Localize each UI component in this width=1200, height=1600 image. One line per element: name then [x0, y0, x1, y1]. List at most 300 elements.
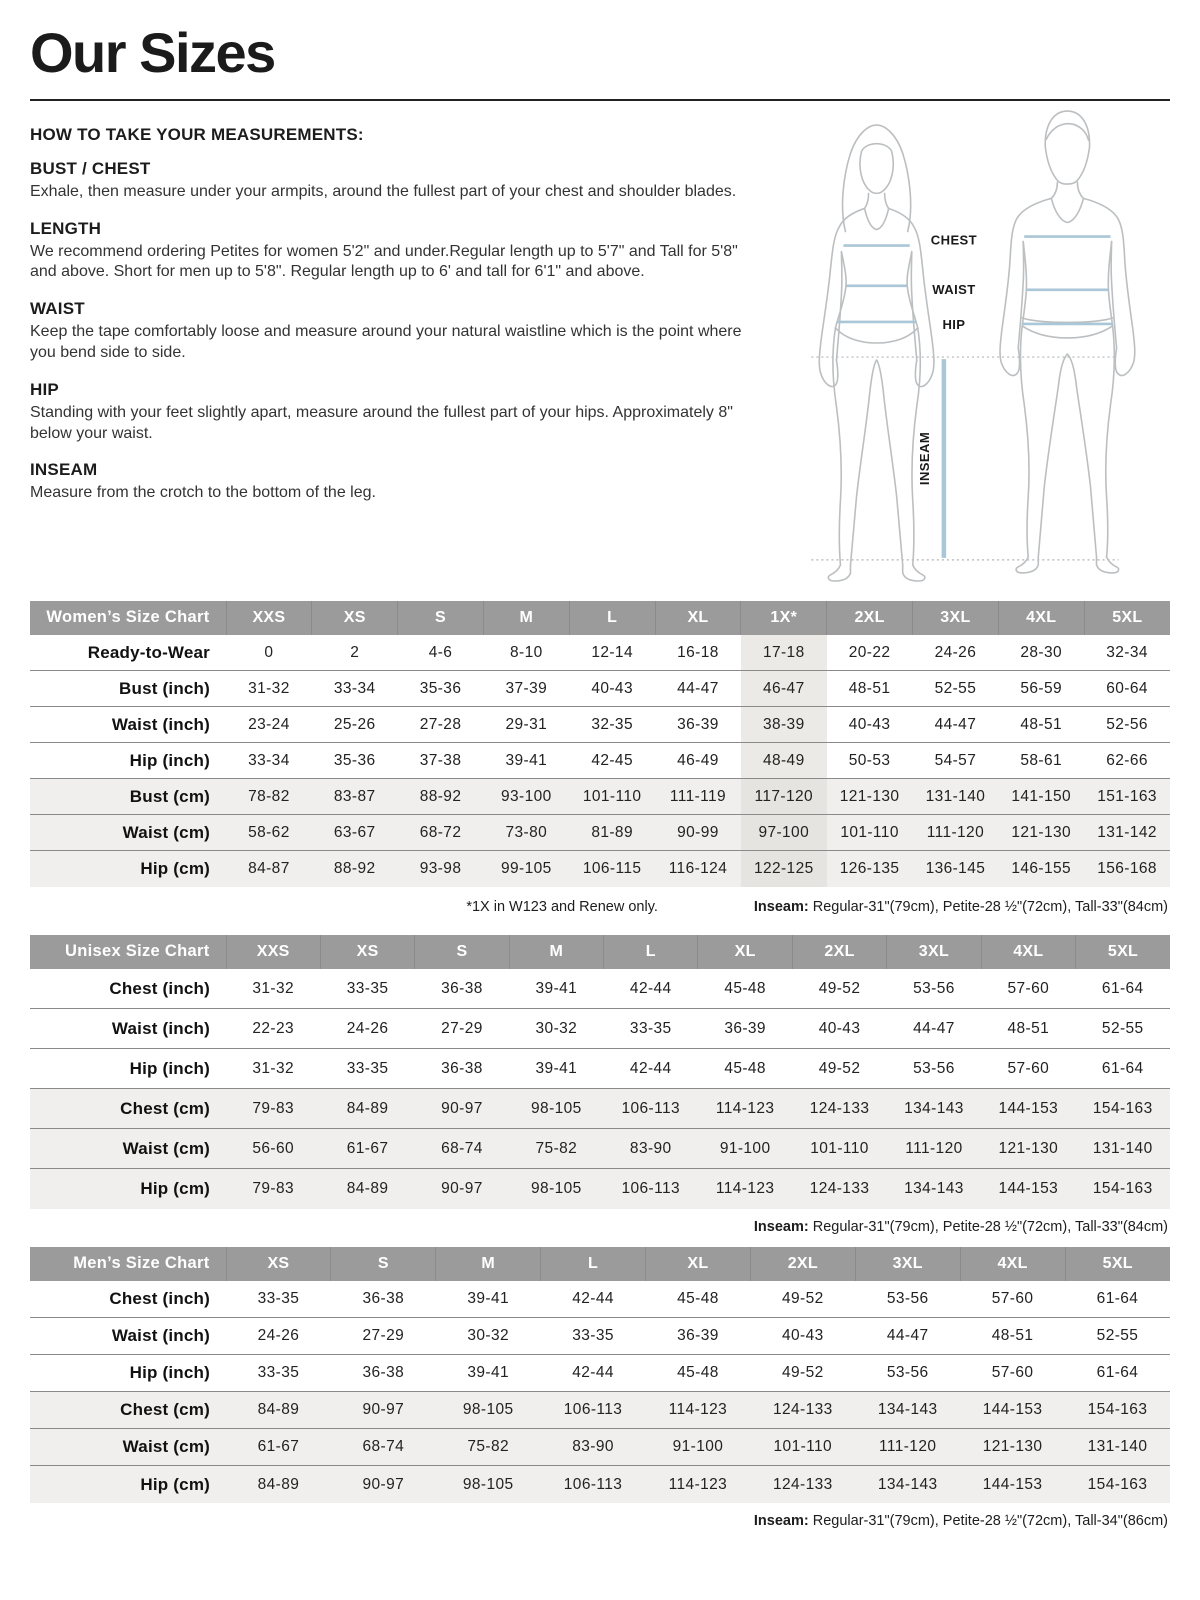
size-column-header: 5XL	[1084, 601, 1170, 635]
size-cell: 54-57	[913, 743, 999, 779]
size-cell: 131-140	[1076, 1129, 1170, 1169]
row-label: Bust (inch)	[30, 671, 226, 707]
section-body: Measure from the crotch to the bottom of the leg.	[30, 484, 376, 502]
size-cell: 83-90	[541, 1429, 646, 1466]
size-column-header: 5XL	[1076, 935, 1170, 969]
size-cell: 111-120	[855, 1429, 960, 1466]
size-cell: 106-113	[541, 1466, 646, 1503]
size-cell: 93-100	[483, 779, 569, 815]
size-cell: 81-89	[569, 815, 655, 851]
size-cell: 98-105	[436, 1392, 541, 1429]
table-row	[30, 1089, 1170, 1129]
table-row	[30, 1049, 1170, 1089]
size-cell: 90-97	[415, 1169, 509, 1209]
size-cell: 58-61	[998, 743, 1084, 779]
size-cell: 8-10	[483, 635, 569, 671]
size-cell: 78-82	[226, 779, 312, 815]
mens-size-chart-block	[30, 1247, 1170, 1529]
size-cell: 134-143	[887, 1089, 981, 1129]
size-cell: 151-163	[1084, 779, 1170, 815]
size-cell: 106-113	[604, 1169, 698, 1209]
size-cell: 0	[226, 635, 312, 671]
size-cell: 141-150	[998, 779, 1084, 815]
size-cell: 37-39	[483, 671, 569, 707]
size-cell: 33-35	[226, 1355, 331, 1392]
size-cell: 24-26	[320, 1009, 414, 1049]
womens-footnotes	[30, 899, 1170, 915]
size-cell: 30-32	[436, 1318, 541, 1355]
size-cell: 93-98	[398, 851, 484, 887]
size-cell: 57-60	[981, 1049, 1075, 1089]
size-cell: 114-123	[698, 1169, 792, 1209]
size-cell: 33-35	[320, 1049, 414, 1089]
section-bust-chest	[30, 159, 760, 203]
size-cell: 49-52	[792, 969, 886, 1009]
table-row	[30, 743, 1170, 779]
size-cell: 114-123	[698, 1089, 792, 1129]
size-cell: 32-35	[569, 707, 655, 743]
size-cell: 101-110	[569, 779, 655, 815]
size-cell: 58-62	[226, 815, 312, 851]
size-cell: 33-35	[320, 969, 414, 1009]
size-cell: 49-52	[750, 1281, 855, 1318]
size-cell: 27-29	[331, 1318, 436, 1355]
size-cell: 116-124	[655, 851, 741, 887]
size-cell: 90-97	[331, 1466, 436, 1503]
size-cell: 57-60	[960, 1281, 1065, 1318]
table-row	[30, 1429, 1170, 1466]
size-cell: 134-143	[855, 1466, 960, 1503]
size-cell: 61-64	[1076, 969, 1170, 1009]
size-cell: 121-130	[998, 815, 1084, 851]
row-label: Hip (inch)	[30, 1049, 226, 1089]
mens-footnotes	[30, 1513, 1170, 1529]
table-row	[30, 1466, 1170, 1503]
womens-size-chart-block	[30, 601, 1170, 915]
size-cell: 98-105	[509, 1089, 603, 1129]
size-column-header: XS	[226, 1247, 331, 1281]
size-cell: 60-64	[1084, 671, 1170, 707]
size-cell: 46-49	[655, 743, 741, 779]
size-cell: 134-143	[887, 1169, 981, 1209]
size-cell: 36-38	[331, 1281, 436, 1318]
size-column-header: S	[398, 601, 484, 635]
row-label: Bust (cm)	[30, 779, 226, 815]
size-cell: 53-56	[855, 1281, 960, 1318]
size-cell: 99-105	[483, 851, 569, 887]
size-cell: 48-49	[741, 743, 827, 779]
womens-size-chart-table	[30, 601, 1170, 887]
size-cell: 61-64	[1065, 1281, 1170, 1318]
measurement-instructions	[30, 101, 1170, 589]
size-cell: 44-47	[655, 671, 741, 707]
size-cell: 36-39	[698, 1009, 792, 1049]
inseam-label: INSEAM	[916, 431, 932, 485]
size-cell: 42-45	[569, 743, 655, 779]
size-cell: 61-67	[320, 1129, 414, 1169]
section-hip	[30, 380, 760, 445]
howto-heading: HOW TO TAKE YOUR MEASUREMENTS:	[30, 124, 364, 144]
size-cell: 33-35	[226, 1281, 331, 1318]
size-cell: 53-56	[887, 1049, 981, 1089]
size-cell: 4-6	[398, 635, 484, 671]
row-label: Chest (cm)	[30, 1089, 226, 1129]
size-cell: 42-44	[541, 1355, 646, 1392]
size-cell: 146-155	[998, 851, 1084, 887]
size-cell: 121-130	[960, 1429, 1065, 1466]
size-cell: 122-125	[741, 851, 827, 887]
size-cell: 38-39	[741, 707, 827, 743]
size-cell: 36-38	[415, 1049, 509, 1089]
table-row	[30, 969, 1170, 1009]
section-body: Keep the tape comfortably loose and measure around your natural waistline which is the point where you bend side to side.	[30, 323, 742, 361]
size-cell: 2	[312, 635, 398, 671]
size-cell: 75-82	[436, 1429, 541, 1466]
table-row	[30, 851, 1170, 887]
hip-label: HIP	[942, 316, 966, 332]
size-cell: 90-99	[655, 815, 741, 851]
size-column-header: 2XL	[792, 935, 886, 969]
unisex-size-chart-table	[30, 935, 1170, 1209]
size-cell: 131-142	[1084, 815, 1170, 851]
size-column-header: S	[415, 935, 509, 969]
size-cell: 97-100	[741, 815, 827, 851]
size-cell: 16-18	[655, 635, 741, 671]
size-cell: 57-60	[960, 1355, 1065, 1392]
unisex-footnotes	[30, 1219, 1170, 1235]
size-cell: 98-105	[436, 1466, 541, 1503]
size-cell: 154-163	[1076, 1089, 1170, 1129]
row-label: Waist (inch)	[30, 1318, 226, 1355]
footnote-1x: *1X in W123 and Renew only.	[466, 898, 658, 915]
size-cell: 39-41	[509, 1049, 603, 1089]
size-cell: 84-87	[226, 851, 312, 887]
section-heading: BUST / CHEST	[30, 158, 151, 178]
woman-figure-outline	[819, 125, 934, 581]
size-cell: 33-34	[226, 743, 312, 779]
size-cell: 36-38	[415, 969, 509, 1009]
size-cell: 106-113	[541, 1392, 646, 1429]
size-cell: 48-51	[998, 707, 1084, 743]
size-cell: 73-80	[483, 815, 569, 851]
size-cell: 37-38	[398, 743, 484, 779]
size-cell: 33-35	[604, 1009, 698, 1049]
size-cell: 40-43	[792, 1009, 886, 1049]
size-cell: 154-163	[1065, 1392, 1170, 1429]
size-cell: 42-44	[541, 1281, 646, 1318]
size-column-header: L	[541, 1247, 646, 1281]
unisex-size-chart-block	[30, 935, 1170, 1235]
section-heading: WAIST	[30, 299, 85, 319]
size-cell: 111-120	[913, 815, 999, 851]
size-cell: 144-153	[960, 1466, 1065, 1503]
size-cell: 68-74	[331, 1429, 436, 1466]
table-row	[30, 779, 1170, 815]
size-column-header: L	[604, 935, 698, 969]
size-cell: 22-23	[226, 1009, 320, 1049]
size-cell: 114-123	[646, 1466, 751, 1503]
size-column-header: XL	[655, 601, 741, 635]
size-cell: 44-47	[855, 1318, 960, 1355]
chest-label: CHEST	[930, 232, 978, 248]
size-cell: 52-55	[913, 671, 999, 707]
size-column-header: XL	[646, 1247, 751, 1281]
section-inseam	[30, 460, 760, 504]
size-cell: 27-29	[415, 1009, 509, 1049]
row-label: Waist (cm)	[30, 1129, 226, 1169]
waist-label: WAIST	[932, 281, 976, 297]
table-row	[30, 707, 1170, 743]
table-row	[30, 635, 1170, 671]
size-cell: 39-41	[483, 743, 569, 779]
row-label: Waist (cm)	[30, 1429, 226, 1466]
row-label: Ready-to-Wear	[30, 635, 226, 671]
table-title: Women’s Size Chart	[30, 601, 226, 635]
size-cell: 39-41	[436, 1355, 541, 1392]
size-cell: 39-41	[436, 1281, 541, 1318]
size-cell: 53-56	[855, 1355, 960, 1392]
size-cell: 114-123	[646, 1392, 751, 1429]
size-cell: 30-32	[509, 1009, 603, 1049]
size-cell: 36-39	[646, 1318, 751, 1355]
size-column-header: 3XL	[913, 601, 999, 635]
size-cell: 106-115	[569, 851, 655, 887]
size-cell: 101-110	[827, 815, 913, 851]
size-column-header: XL	[698, 935, 792, 969]
footnote-inseam: Inseam: Regular-31"(79cm), Petite-28 ½"(72cm), Tall-33"(84cm)	[753, 898, 1168, 915]
size-column-header: XS	[320, 935, 414, 969]
size-cell: 49-52	[750, 1355, 855, 1392]
size-cell: 32-34	[1084, 635, 1170, 671]
size-cell: 45-48	[646, 1355, 751, 1392]
table-row	[30, 1392, 1170, 1429]
size-cell: 33-34	[312, 671, 398, 707]
size-cell: 88-92	[398, 779, 484, 815]
size-cell: 144-153	[960, 1392, 1065, 1429]
section-heading: LENGTH	[30, 218, 102, 238]
section-waist	[30, 299, 760, 364]
size-cell: 101-110	[792, 1129, 886, 1169]
size-column-header: 2XL	[750, 1247, 855, 1281]
table-row	[30, 1355, 1170, 1392]
row-label: Hip (cm)	[30, 851, 226, 887]
row-label: Waist (inch)	[30, 707, 226, 743]
size-cell: 29-31	[483, 707, 569, 743]
size-column-header: 4XL	[981, 935, 1075, 969]
size-cell: 131-140	[913, 779, 999, 815]
size-cell: 40-43	[569, 671, 655, 707]
size-cell: 68-74	[415, 1129, 509, 1169]
size-cell: 31-32	[226, 969, 320, 1009]
size-column-header: M	[483, 601, 569, 635]
body-figures-illustration	[780, 103, 1164, 583]
size-column-header: 4XL	[960, 1247, 1065, 1281]
size-cell: 44-47	[913, 707, 999, 743]
table-row	[30, 671, 1170, 707]
size-column-header: M	[436, 1247, 541, 1281]
size-cell: 88-92	[312, 851, 398, 887]
row-label: Chest (cm)	[30, 1392, 226, 1429]
mens-size-chart-table	[30, 1247, 1170, 1503]
table-row	[30, 1129, 1170, 1169]
size-cell: 35-36	[398, 671, 484, 707]
size-cell: 23-24	[226, 707, 312, 743]
size-cell: 48-51	[827, 671, 913, 707]
size-cell: 24-26	[226, 1318, 331, 1355]
size-column-header: 1X*	[741, 601, 827, 635]
size-cell: 61-64	[1065, 1355, 1170, 1392]
size-cell: 46-47	[741, 671, 827, 707]
size-cell: 79-83	[226, 1089, 320, 1129]
row-label: Hip (inch)	[30, 1355, 226, 1392]
footnote-inseam: Inseam: Regular-31"(79cm), Petite-28 ½"(72cm), Tall-33"(84cm)	[753, 1218, 1168, 1235]
size-column-header: 3XL	[855, 1247, 960, 1281]
size-cell: 83-87	[312, 779, 398, 815]
size-column-header: 2XL	[827, 601, 913, 635]
size-cell: 68-72	[398, 815, 484, 851]
size-cell: 56-60	[226, 1129, 320, 1169]
section-heading: HIP	[30, 379, 59, 399]
size-cell: 106-113	[604, 1089, 698, 1129]
size-cell: 56-59	[998, 671, 1084, 707]
size-column-header: L	[569, 601, 655, 635]
size-cell: 48-51	[981, 1009, 1075, 1049]
size-cell: 121-130	[981, 1129, 1075, 1169]
size-cell: 124-133	[792, 1169, 886, 1209]
size-cell: 90-97	[331, 1392, 436, 1429]
size-cell: 27-28	[398, 707, 484, 743]
row-label: Chest (inch)	[30, 1281, 226, 1318]
size-cell: 31-32	[226, 1049, 320, 1089]
size-column-header: 3XL	[887, 935, 981, 969]
size-column-header: M	[509, 935, 603, 969]
size-cell: 52-55	[1065, 1318, 1170, 1355]
size-cell: 154-163	[1076, 1169, 1170, 1209]
size-cell: 124-133	[750, 1392, 855, 1429]
table-title: Unisex Size Chart	[30, 935, 226, 969]
size-cell: 101-110	[750, 1429, 855, 1466]
size-cell: 83-90	[604, 1129, 698, 1169]
size-cell: 36-38	[331, 1355, 436, 1392]
row-label: Hip (cm)	[30, 1169, 226, 1209]
size-cell: 57-60	[981, 969, 1075, 1009]
size-cell: 39-41	[509, 969, 603, 1009]
size-cell: 111-119	[655, 779, 741, 815]
size-cell: 63-67	[312, 815, 398, 851]
size-cell: 111-120	[887, 1129, 981, 1169]
size-cell: 121-130	[827, 779, 913, 815]
size-cell: 35-36	[312, 743, 398, 779]
row-label: Chest (inch)	[30, 969, 226, 1009]
size-column-header: XXS	[226, 601, 312, 635]
size-cell: 44-47	[887, 1009, 981, 1049]
footnote-inseam: Inseam: Regular-31"(79cm), Petite-28 ½"(72cm), Tall-34"(86cm)	[753, 1512, 1168, 1529]
measurement-diagram	[780, 103, 1164, 583]
size-cell: 91-100	[646, 1429, 751, 1466]
size-cell: 42-44	[604, 969, 698, 1009]
table-row	[30, 1318, 1170, 1355]
row-label: Hip (inch)	[30, 743, 226, 779]
size-cell: 124-133	[792, 1089, 886, 1129]
size-column-header: XS	[312, 601, 398, 635]
size-column-header: XXS	[226, 935, 320, 969]
size-cell: 24-26	[913, 635, 999, 671]
size-cell: 45-48	[646, 1281, 751, 1318]
size-cell: 75-82	[509, 1129, 603, 1169]
size-cell: 144-153	[981, 1169, 1075, 1209]
size-cell: 84-89	[320, 1169, 414, 1209]
row-label: Waist (cm)	[30, 815, 226, 851]
table-row	[30, 1169, 1170, 1209]
size-cell: 40-43	[827, 707, 913, 743]
size-cell: 84-89	[226, 1466, 331, 1503]
size-column-header: S	[331, 1247, 436, 1281]
size-cell: 31-32	[226, 671, 312, 707]
section-heading: INSEAM	[30, 460, 98, 480]
size-cell: 33-35	[541, 1318, 646, 1355]
size-cell: 42-44	[604, 1049, 698, 1089]
size-cell: 50-53	[827, 743, 913, 779]
row-label: Waist (inch)	[30, 1009, 226, 1049]
section-body: Exhale, then measure under your armpits, around the fullest part of your chest and shoulder blades.	[30, 182, 737, 200]
size-cell: 40-43	[750, 1318, 855, 1355]
section-length	[30, 219, 760, 284]
size-cell: 84-89	[320, 1089, 414, 1129]
section-body: We recommend ordering Petites for women 5'2" and under.Regular length up to 5'7" and Tall for 5'8" and above. Short for men up to 5'8". Regular length up to 6' and tall for 6'1" and above.	[30, 242, 738, 281]
size-cell: 154-163	[1065, 1466, 1170, 1503]
size-cell: 45-48	[698, 1049, 792, 1089]
size-cell: 131-140	[1065, 1429, 1170, 1466]
size-cell: 48-51	[960, 1318, 1065, 1355]
size-cell: 49-52	[792, 1049, 886, 1089]
size-cell: 134-143	[855, 1392, 960, 1429]
size-cell: 12-14	[569, 635, 655, 671]
size-cell: 98-105	[509, 1169, 603, 1209]
size-cell: 36-39	[655, 707, 741, 743]
size-cell: 91-100	[698, 1129, 792, 1169]
size-cell: 124-133	[750, 1466, 855, 1503]
table-row	[30, 1009, 1170, 1049]
size-cell: 61-64	[1076, 1049, 1170, 1089]
size-cell: 25-26	[312, 707, 398, 743]
size-cell: 156-168	[1084, 851, 1170, 887]
size-cell: 79-83	[226, 1169, 320, 1209]
size-cell: 17-18	[741, 635, 827, 671]
size-column-header: 4XL	[998, 601, 1084, 635]
table-row	[30, 1281, 1170, 1318]
size-cell: 52-55	[1076, 1009, 1170, 1049]
table-row	[30, 815, 1170, 851]
size-cell: 28-30	[998, 635, 1084, 671]
section-body: Standing with your feet slightly apart, measure around the fullest part of your hips. Approximately 8" below your waist.	[30, 403, 733, 442]
size-cell: 90-97	[415, 1089, 509, 1129]
size-cell: 20-22	[827, 635, 913, 671]
size-cell: 84-89	[226, 1392, 331, 1429]
size-cell: 53-56	[887, 969, 981, 1009]
size-cell: 117-120	[741, 779, 827, 815]
size-cell: 61-67	[226, 1429, 331, 1466]
size-cell: 52-56	[1084, 707, 1170, 743]
size-column-header: 5XL	[1065, 1247, 1170, 1281]
row-label: Hip (cm)	[30, 1466, 226, 1503]
size-cell: 62-66	[1084, 743, 1170, 779]
table-title: Men’s Size Chart	[30, 1247, 226, 1281]
man-figure-outline	[1000, 111, 1135, 573]
size-cell: 45-48	[698, 969, 792, 1009]
size-cell: 144-153	[981, 1089, 1075, 1129]
size-cell: 136-145	[913, 851, 999, 887]
size-cell: 126-135	[827, 851, 913, 887]
